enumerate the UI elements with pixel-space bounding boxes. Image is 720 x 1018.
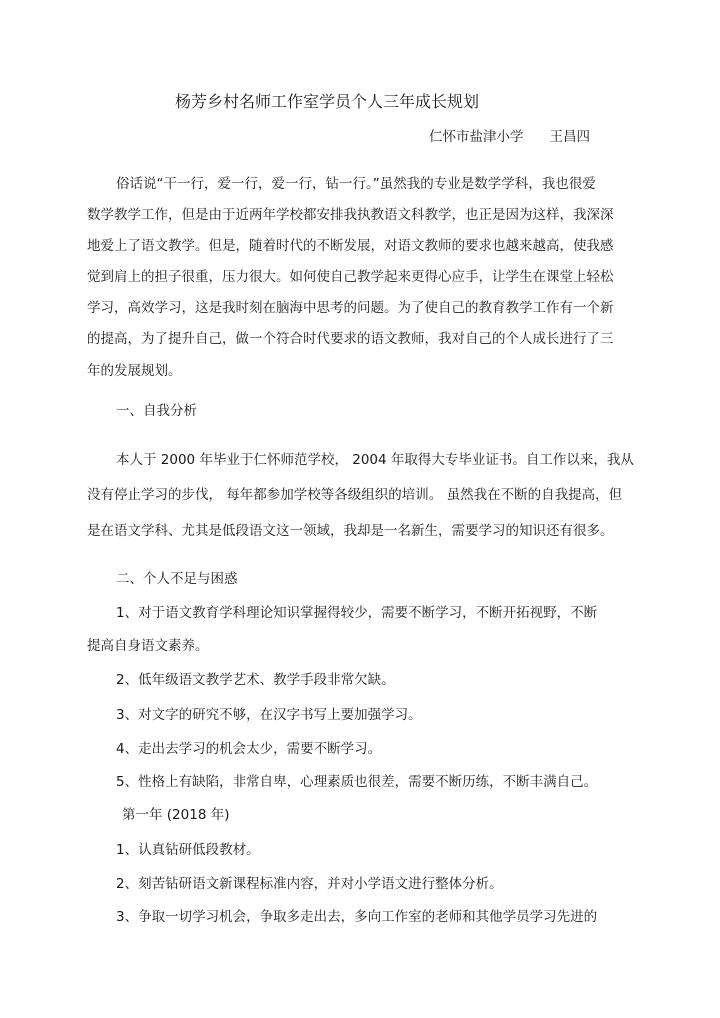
intro-line: 俗话说“干一行，爱一行，爱一行，钻一行。”虽然我的专业是数学学科，我也很爱 [116,176,596,192]
intro-line: 学习，高效学习，这是我时刻在脑海中思考的问题。为了使自己的教育教学工作有一个新 [87,300,614,316]
year-one-heading: 第一年 (2018 年) [122,807,230,823]
intro-line: 数学教学工作，但是由于近两年学校都安排我执教语文科教学，也正是因为这样，我深深 [87,207,614,223]
shortcoming-item: 提高自身语文素养。 [87,638,209,654]
year-one-item: 2、刻苦钻研语文新课程标准内容，并对小学语文进行整体分析。 [116,876,503,892]
document-title: 杨芳乡村名师工作室学员个人三年成长规划 [175,92,480,111]
section-heading-shortcomings: 二、个人不足与困惑 [116,571,238,587]
author-name: 王昌四 [549,129,590,145]
intro-line: 的提高，为了提升自己，做一个符合时代要求的语文教师，我对自己的个人成长进行了三 [87,331,614,347]
year-one-item: 1、认真钻研低段教材。 [116,842,260,858]
self-analysis-line: 是在语文学科、尤其是低段语文这一领域，我却是一名新生，需要学习的知识还有很多。 [87,523,614,539]
self-analysis-line: 本人于 2000 年毕业于仁怀师范学校， 2004 年取得大专毕业证书。自工作以来，我从 [116,452,634,468]
author-line [429,127,590,147]
shortcoming-item: 4、走出去学习的机会太少，需要不断学习。 [116,741,382,757]
intro-line: 觉到肩上的担子很重，压力很大。如何使自己教学起来更得心应手，让学生在课堂上轻松 [87,269,614,285]
shortcoming-item: 5、性格上有缺陷，非常自卑，心理素质也很差，需要不断历练，不断丰满自己。 [116,774,598,790]
shortcoming-item: 2、低年级语文教学艺术、教学手段非常欠缺。 [116,672,395,688]
self-analysis-line: 没有停止学习的步伐， 每年都参加学校等各级组织的培训。 虽然我在不断的自我提高，但 [87,487,623,503]
shortcoming-item: 3、对文字的研究不够，在汉字书写上要加强学习。 [116,707,422,723]
author-school: 仁怀市盐津小学 [429,129,524,145]
year-one-item: 3、争取一切学习机会，争取多走出去，多向工作室的老师和其他学员学习先进的 [116,909,598,925]
intro-line: 地爱上了语文教学。但是，随着时代的不断发展，对语文教师的要求也越来越高，使我感 [87,238,614,254]
intro-line: 年的发展规划。 [87,363,182,379]
shortcoming-item: 1、对于语文教育学科理论知识掌握得较少，需要不断学习，不断开拓视野，不断 [116,605,598,621]
section-heading-self-analysis: 一、自我分析 [116,403,197,419]
